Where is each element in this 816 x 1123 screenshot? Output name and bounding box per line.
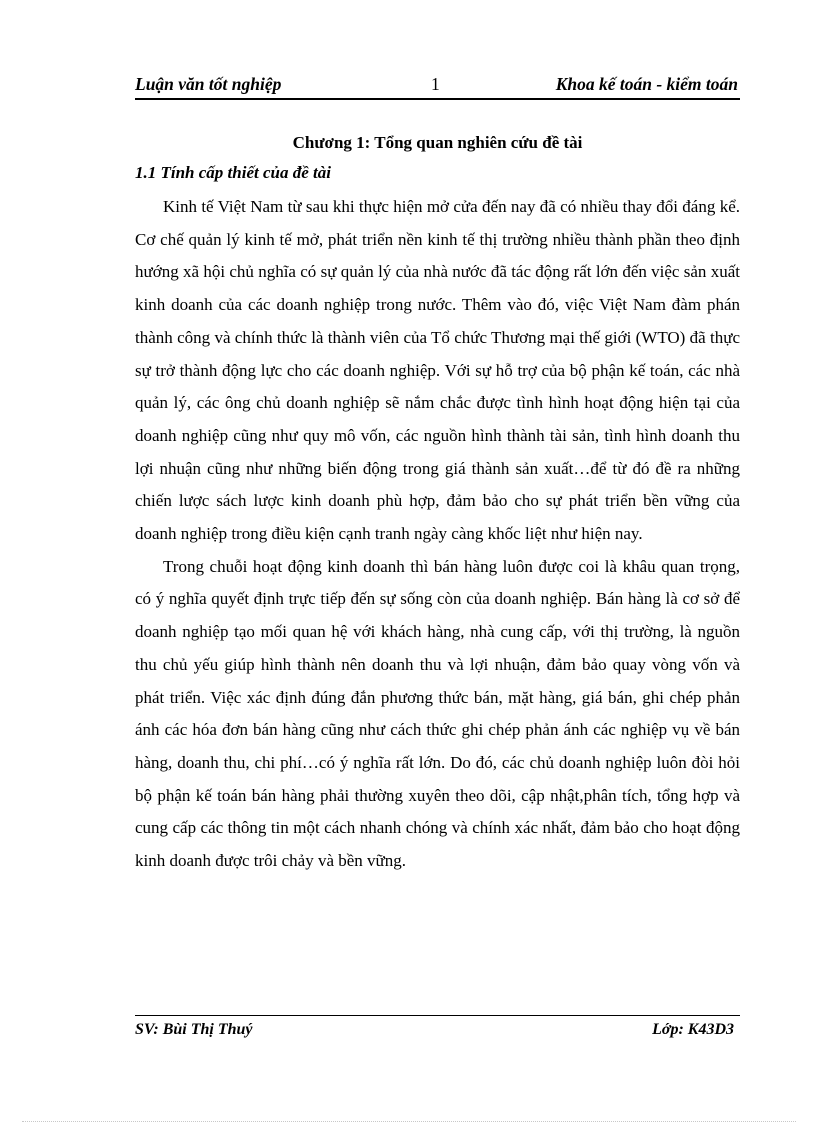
paragraph: Kinh tế Việt Nam từ sau khi thực hiện mở cửa đến nay đã có nhiều thay đổi đáng kể. Cơ chế quản lý kinh tế mở, phát triển nền kinh tế thị trường nhiều thành phần theo định hướng xã hội chủ nghĩa có sự quản lý của nhà nước đã tác động rất lớn đến việc sản xuất kinh doanh của các doanh nghiệp trong nước. Thêm vào đó, việc Việt Nam đàm phán thành công và chính thức là thành viên của Tổ chức Thương mại thế giới (WTO) đã thực sự trở thành động lực cho các doanh nghiệp. Với sự hỗ trợ của bộ phận kế toán, các nhà quản lý, các ông chủ doanh nghiệp sẽ nắm chắc được tình hình hoạt động hiện tại của doanh nghiệp cũng như quy mô vốn, các nguồn hình thành tài sản, tình hình doanh thu lợi nhuận cũng như những biến động trong giá thành sản xuất…để từ đó đề ra những chiến lược sách lược kinh doanh phù hợp, đảm bảo cho sự phát triển bền vững của doanh nghiệp trong điều kiện cạnh tranh ngày càng khốc liệt như hiện nay. [135, 197, 740, 544]
page-number: 1 [431, 74, 440, 94]
header-thesis-label: Luận văn tốt nghiệp [135, 74, 282, 94]
header-faculty-label: Khoa kế toán - kiểm toán [555, 74, 738, 94]
footer-class-label: Lớp: K43D3 [652, 1021, 734, 1038]
footer-divider [135, 1015, 740, 1016]
page-footer [135, 1021, 740, 1043]
page-edge-divider [22, 1121, 796, 1122]
page-header [135, 74, 740, 100]
body-text [135, 191, 740, 878]
paragraph: Trong chuỗi hoạt động kinh doanh thì bán hàng luôn được coi là khâu quan trọng, có ý nghĩa quyết định trực tiếp đến sự sống còn của doanh nghiệp. Bán hàng là cơ sở để doanh nghiệp tạo mối quan hệ với khách hàng, nhà cung cấp, với thị trường, là nguồn thu chủ yếu giúp hình thành nên doanh thu và lợi nhuận, đảm bảo quay vòng vốn và phát triển. Việc xác định đúng đắn phương thức bán, mặt hàng, giá bán, ghi chép phản ánh các hóa đơn bán hàng cũng như cách thức ghi chép phản ánh các nghiệp vụ về bán hàng, doanh thu, chi phí…có ý nghĩa rất lớn. Do đó, các chủ doanh nghiệp luôn đòi hỏi bộ phận kế toán bán hàng phải thường xuyên theo dõi, cập nhật,phân tích, tổng hợp và cung cấp các thông tin một cách nhanh chóng và chính xác nhất, đảm bảo cho hoạt động kinh doanh được trôi chảy và bền vững. [135, 556, 740, 871]
section-title: 1.1 Tính cấp thiết của đề tài [135, 163, 331, 182]
footer-student-name: SV: Bùi Thị Thuý [135, 1021, 253, 1038]
chapter-title: Chương 1: Tổng quan nghiên cứu đề tài [292, 133, 583, 152]
